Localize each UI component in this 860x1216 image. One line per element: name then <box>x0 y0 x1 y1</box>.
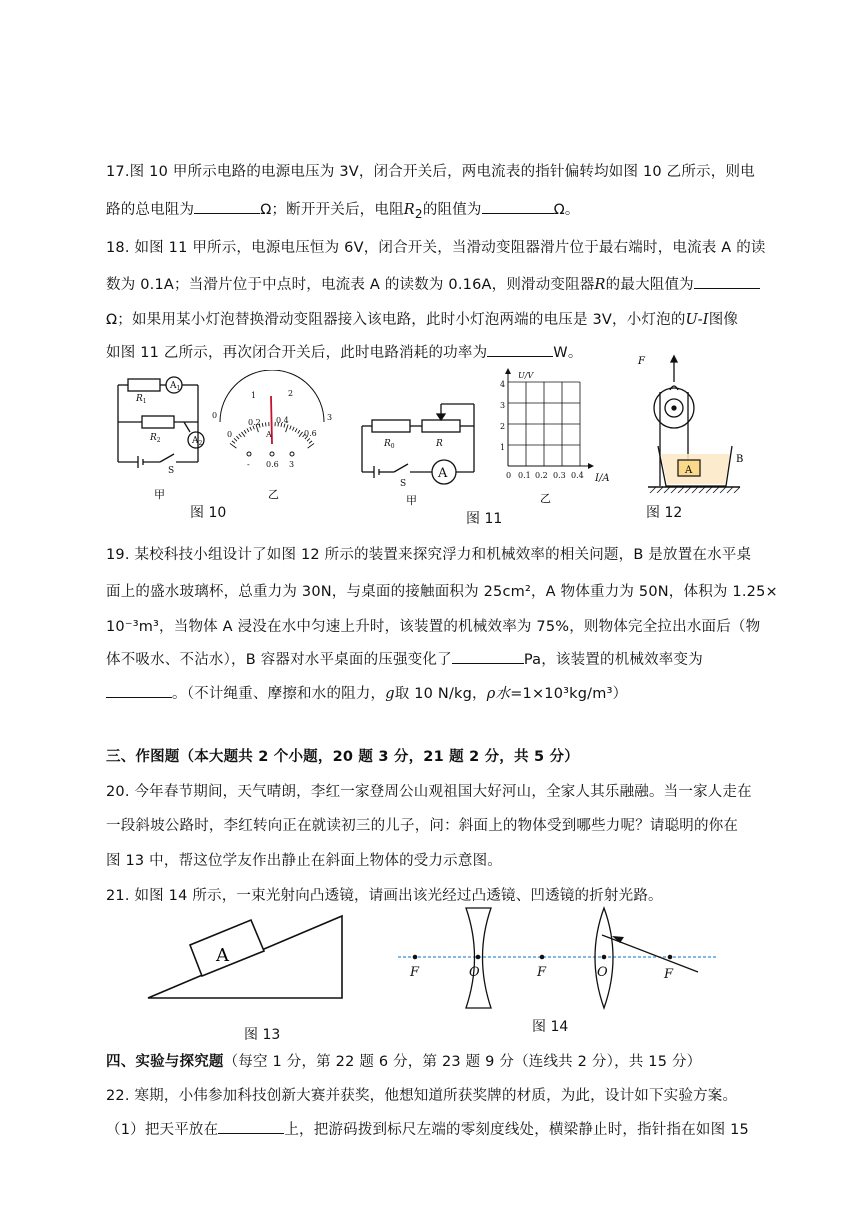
section-3-title: 三、作图题 <box>106 749 180 765</box>
y-tick-3: 3 <box>500 401 506 410</box>
meter-tick <box>234 438 237 441</box>
f-label-1: F <box>410 965 420 980</box>
q17-text-a: 路的总电阻为 <box>106 202 195 218</box>
ammeter-label: A <box>438 466 448 481</box>
q17-line2 <box>106 198 580 221</box>
section-3-note: （本大题共 2 个小题，20 题 3 分，21 题 2 分，共 5 分） <box>179 749 579 765</box>
y-tick-2: 2 <box>500 422 506 431</box>
terminal-3: 3 <box>289 460 295 469</box>
section-4-note: （每空 1 分，第 22 题 6 分，第 23 题 9 分（连线共 2 分），共 15 分） <box>223 1054 702 1070</box>
section-3-heading <box>106 745 579 766</box>
q17-text-c: 的阻值为 <box>422 202 482 218</box>
figure-14 <box>390 904 730 1016</box>
x-tick-1: 0.1 <box>518 471 531 480</box>
hatch-line <box>713 487 719 493</box>
a1-label: $A_1$ <box>170 381 181 392</box>
needle-label: A <box>266 430 272 439</box>
q21-line1: 21. 如图 14 所示，一束光射向凸透镜，请画出该光经过凸透镜、凹透镜的折射光路。 <box>106 888 663 904</box>
q19-line4 <box>106 648 703 669</box>
r0-label: $R_0$ <box>384 439 395 450</box>
q17-blank-2[interactable] <box>482 201 554 214</box>
q19-line3: 10⁻³m³，当物体 A 浸没在水中匀速上升时，该装置的机械效率为 75%，则物体完全拉出水面后（物 <box>106 619 761 635</box>
q18-text-f: W。 <box>553 345 583 361</box>
ui-symbol: U-I <box>685 312 709 328</box>
scale-bottom-1: 0.2 <box>248 418 261 427</box>
hatch-line <box>706 487 712 493</box>
rho-symbol: ρ水 <box>486 686 511 702</box>
r1-label: $R_1$ <box>136 394 147 405</box>
rheostat <box>422 420 460 432</box>
figure-11 <box>352 366 622 524</box>
hatch-line <box>671 487 677 493</box>
q18-text-c: Ω；如果用某小灯泡替换滑动变阻器接入该电路，此时小灯泡两端的电压是 3V，小灯泡的 <box>106 312 686 328</box>
fig10-yi: 乙 <box>268 488 279 501</box>
hatch-line <box>685 487 691 493</box>
q22-line1: 22. 寒期，小伟参加科技创新大赛并获奖，他想知道所获奖牌的材质，为此，设计如下实验方案。 <box>106 1088 738 1104</box>
hatch-line <box>720 487 726 493</box>
scale-bottom-0: 0 <box>227 430 233 439</box>
r1-resistor <box>128 379 160 391</box>
q18-line1: 18. 如图 11 甲所示，电源电压恒为 6V，闭合开关，当滑动变阻器滑片位于最右端时，电流表 A 的读 <box>106 240 766 256</box>
meter-tick <box>309 441 312 444</box>
q22-text-a: （1）把天平放在 <box>106 1122 219 1138</box>
meter-tick <box>265 422 266 426</box>
r2-resistor <box>142 416 174 428</box>
q18-text-b: 的最大阻值为 <box>605 277 694 293</box>
figure-12 <box>628 352 748 494</box>
q20-line1: 20. 今年春节期间，天气晴朗，李红一家登周公山观祖国大好河山，全家人其乐融融。当一家人走在 <box>106 784 752 800</box>
figure-13 <box>140 906 350 1006</box>
q20-line2: 一段斜坡公路时，李红转向正在就读初三的儿子，问：斜面上的物体受到哪些力呢？请聪明的你在 <box>106 818 739 834</box>
fig13-caption: 图 13 <box>244 1027 281 1043</box>
r2-sub: 2 <box>414 206 423 221</box>
scale-bottom-2: 0.4 <box>276 416 289 425</box>
fig12-caption: 图 12 <box>646 505 683 521</box>
q17-text-d: Ω。 <box>553 202 580 218</box>
y-tick-4: 4 <box>500 380 506 389</box>
hatch-line <box>727 487 733 493</box>
figure-10 <box>108 370 344 520</box>
meter-tick <box>241 432 245 437</box>
fig11-caption: 图 11 <box>466 511 503 527</box>
hatch-line <box>734 487 740 493</box>
q18-line2 <box>106 273 760 294</box>
r-label: R <box>436 439 443 449</box>
x-tick-2: 0.2 <box>535 471 548 480</box>
q17-text-b: Ω；断开开关后，电阻 <box>260 202 404 218</box>
r2-label: $R_2$ <box>150 433 161 444</box>
meter-tick <box>244 430 246 433</box>
terminal-dot-1 <box>247 452 251 456</box>
q17-blank-1[interactable] <box>194 201 260 214</box>
q19-text-c: 。（不计绳重、摩擦和水的阻力， <box>172 686 386 702</box>
g-symbol: g <box>385 686 395 702</box>
meter-tick <box>250 427 252 431</box>
meter-tick <box>286 425 288 433</box>
q19-text-d: 取 10 N/kg， <box>394 686 487 702</box>
hatch-line <box>678 487 684 493</box>
a2-label: $A_2$ <box>192 436 203 447</box>
x-tick-0: 0 <box>506 471 512 480</box>
q19-blank-1[interactable] <box>452 651 524 664</box>
q19-line1: 19. 某校科技小组设计了如图 12 所示的装置来探究浮力和机械效率的相关问题，B 是放置在水平桌 <box>106 547 752 563</box>
q18-text-e: 如图 11 乙所示，再次闭合开关后，此时电路消耗的功率为 <box>106 345 488 361</box>
q18-blank-2[interactable] <box>487 344 553 357</box>
section-4-heading <box>106 1050 701 1071</box>
q22-text-b: 上，把游码拨到标尺左端的零刻度线处，横梁静止时，指针指在如图 15 <box>284 1122 749 1138</box>
terminal-neg: - <box>247 460 250 469</box>
y-axis-label: U/V <box>518 371 534 380</box>
terminal-06: 0.6 <box>266 460 279 469</box>
q22-line2 <box>106 1118 749 1139</box>
container-b-label: B <box>736 454 744 465</box>
fig11-yi: 乙 <box>540 492 551 505</box>
q18-text-d: 图像 <box>708 312 739 328</box>
hatch-line <box>699 487 705 493</box>
q17-line1: 17.图 10 甲所示电路的电源电压为 3V，闭合开关后，两电流表的指针偏转均如图 10 乙所示，则电 <box>106 164 755 180</box>
hatch-line <box>664 487 670 493</box>
fig10-jia: 甲 <box>154 488 165 501</box>
block-label: A <box>216 945 229 966</box>
f-label-3: F <box>664 967 674 982</box>
q19-text-a: 体不吸水、不沾水），B 容器对水平桌面的压强变化了 <box>106 652 452 668</box>
force-label: F <box>638 356 645 367</box>
o-label-2: O <box>597 965 608 980</box>
q19-line5 <box>106 682 627 703</box>
scale-top-3: 3 <box>327 413 333 422</box>
q18-text-a: 数为 0.1A；当滑片位于中点时，电流表 A 的读数为 0.16A，则滑动变阻器 <box>106 277 595 293</box>
y-tick-1: 1 <box>500 443 506 452</box>
hatch-line <box>657 487 663 493</box>
hatch-line <box>650 487 656 493</box>
light-ray <box>602 935 698 972</box>
r0-resistor <box>372 420 410 432</box>
meter-tick <box>308 443 314 448</box>
meter-tick <box>295 428 297 432</box>
meter-tick <box>292 427 294 431</box>
meter-tick <box>290 426 291 430</box>
fig10-caption: 图 10 <box>190 505 227 521</box>
meter-tick <box>239 434 242 437</box>
q19-text-e: =1×10³kg/m³） <box>510 686 628 702</box>
fig11-jia: 甲 <box>406 494 417 507</box>
meter-tick <box>236 436 239 439</box>
x-tick-3: 0.3 <box>553 471 566 480</box>
terminal-dot-2 <box>270 452 274 456</box>
r-symbol: R <box>594 277 606 293</box>
switch-11 <box>394 464 408 472</box>
meter-tick <box>230 443 236 448</box>
scale-top-0: 0 <box>212 411 218 420</box>
scale-top-2: 2 <box>288 389 294 398</box>
f-label-2: F <box>537 965 547 980</box>
switch <box>160 454 174 462</box>
x-tick-4: 0.4 <box>571 471 584 480</box>
hatch-line <box>692 487 698 493</box>
q19-blank-2[interactable] <box>106 685 172 698</box>
terminal-dot-3 <box>290 452 294 456</box>
section-4-title: 四、实验与探究题 <box>106 1054 224 1070</box>
scale-bottom-3: 0.6 <box>304 429 317 438</box>
fig14-caption: 图 14 <box>532 1019 569 1035</box>
meter-tick <box>247 428 249 432</box>
q20-line3: 图 13 中，帮这位学友作出静止在斜面上物体的受力示意图。 <box>106 853 502 869</box>
q22-blank-1[interactable] <box>218 1121 284 1134</box>
switch-label: S <box>168 466 175 476</box>
meter-tick <box>232 441 235 444</box>
meter-tick <box>262 423 263 427</box>
meter-tick <box>298 430 300 433</box>
switch-11-label: S <box>400 479 407 489</box>
q18-blank-1[interactable] <box>694 276 760 289</box>
q19-line2: 面上的盛水玻璃杯，总重力为 30N，与桌面的接触面积为 25cm²，A 物体重力为 50N，体积为 1.25× <box>106 584 778 600</box>
o-label-1: O <box>469 965 480 980</box>
q19-text-b: Pa，该装置的机械效率变为 <box>523 652 703 668</box>
r2-symbol: R <box>403 202 415 218</box>
x-axis-label: I/A <box>595 473 610 484</box>
block-a-label: A <box>685 465 693 476</box>
meter-tick <box>307 438 310 441</box>
meter-tick <box>299 432 303 437</box>
q18-line3 <box>106 308 738 329</box>
q18-line4 <box>106 341 583 362</box>
scale-top-1: 1 <box>251 391 257 400</box>
